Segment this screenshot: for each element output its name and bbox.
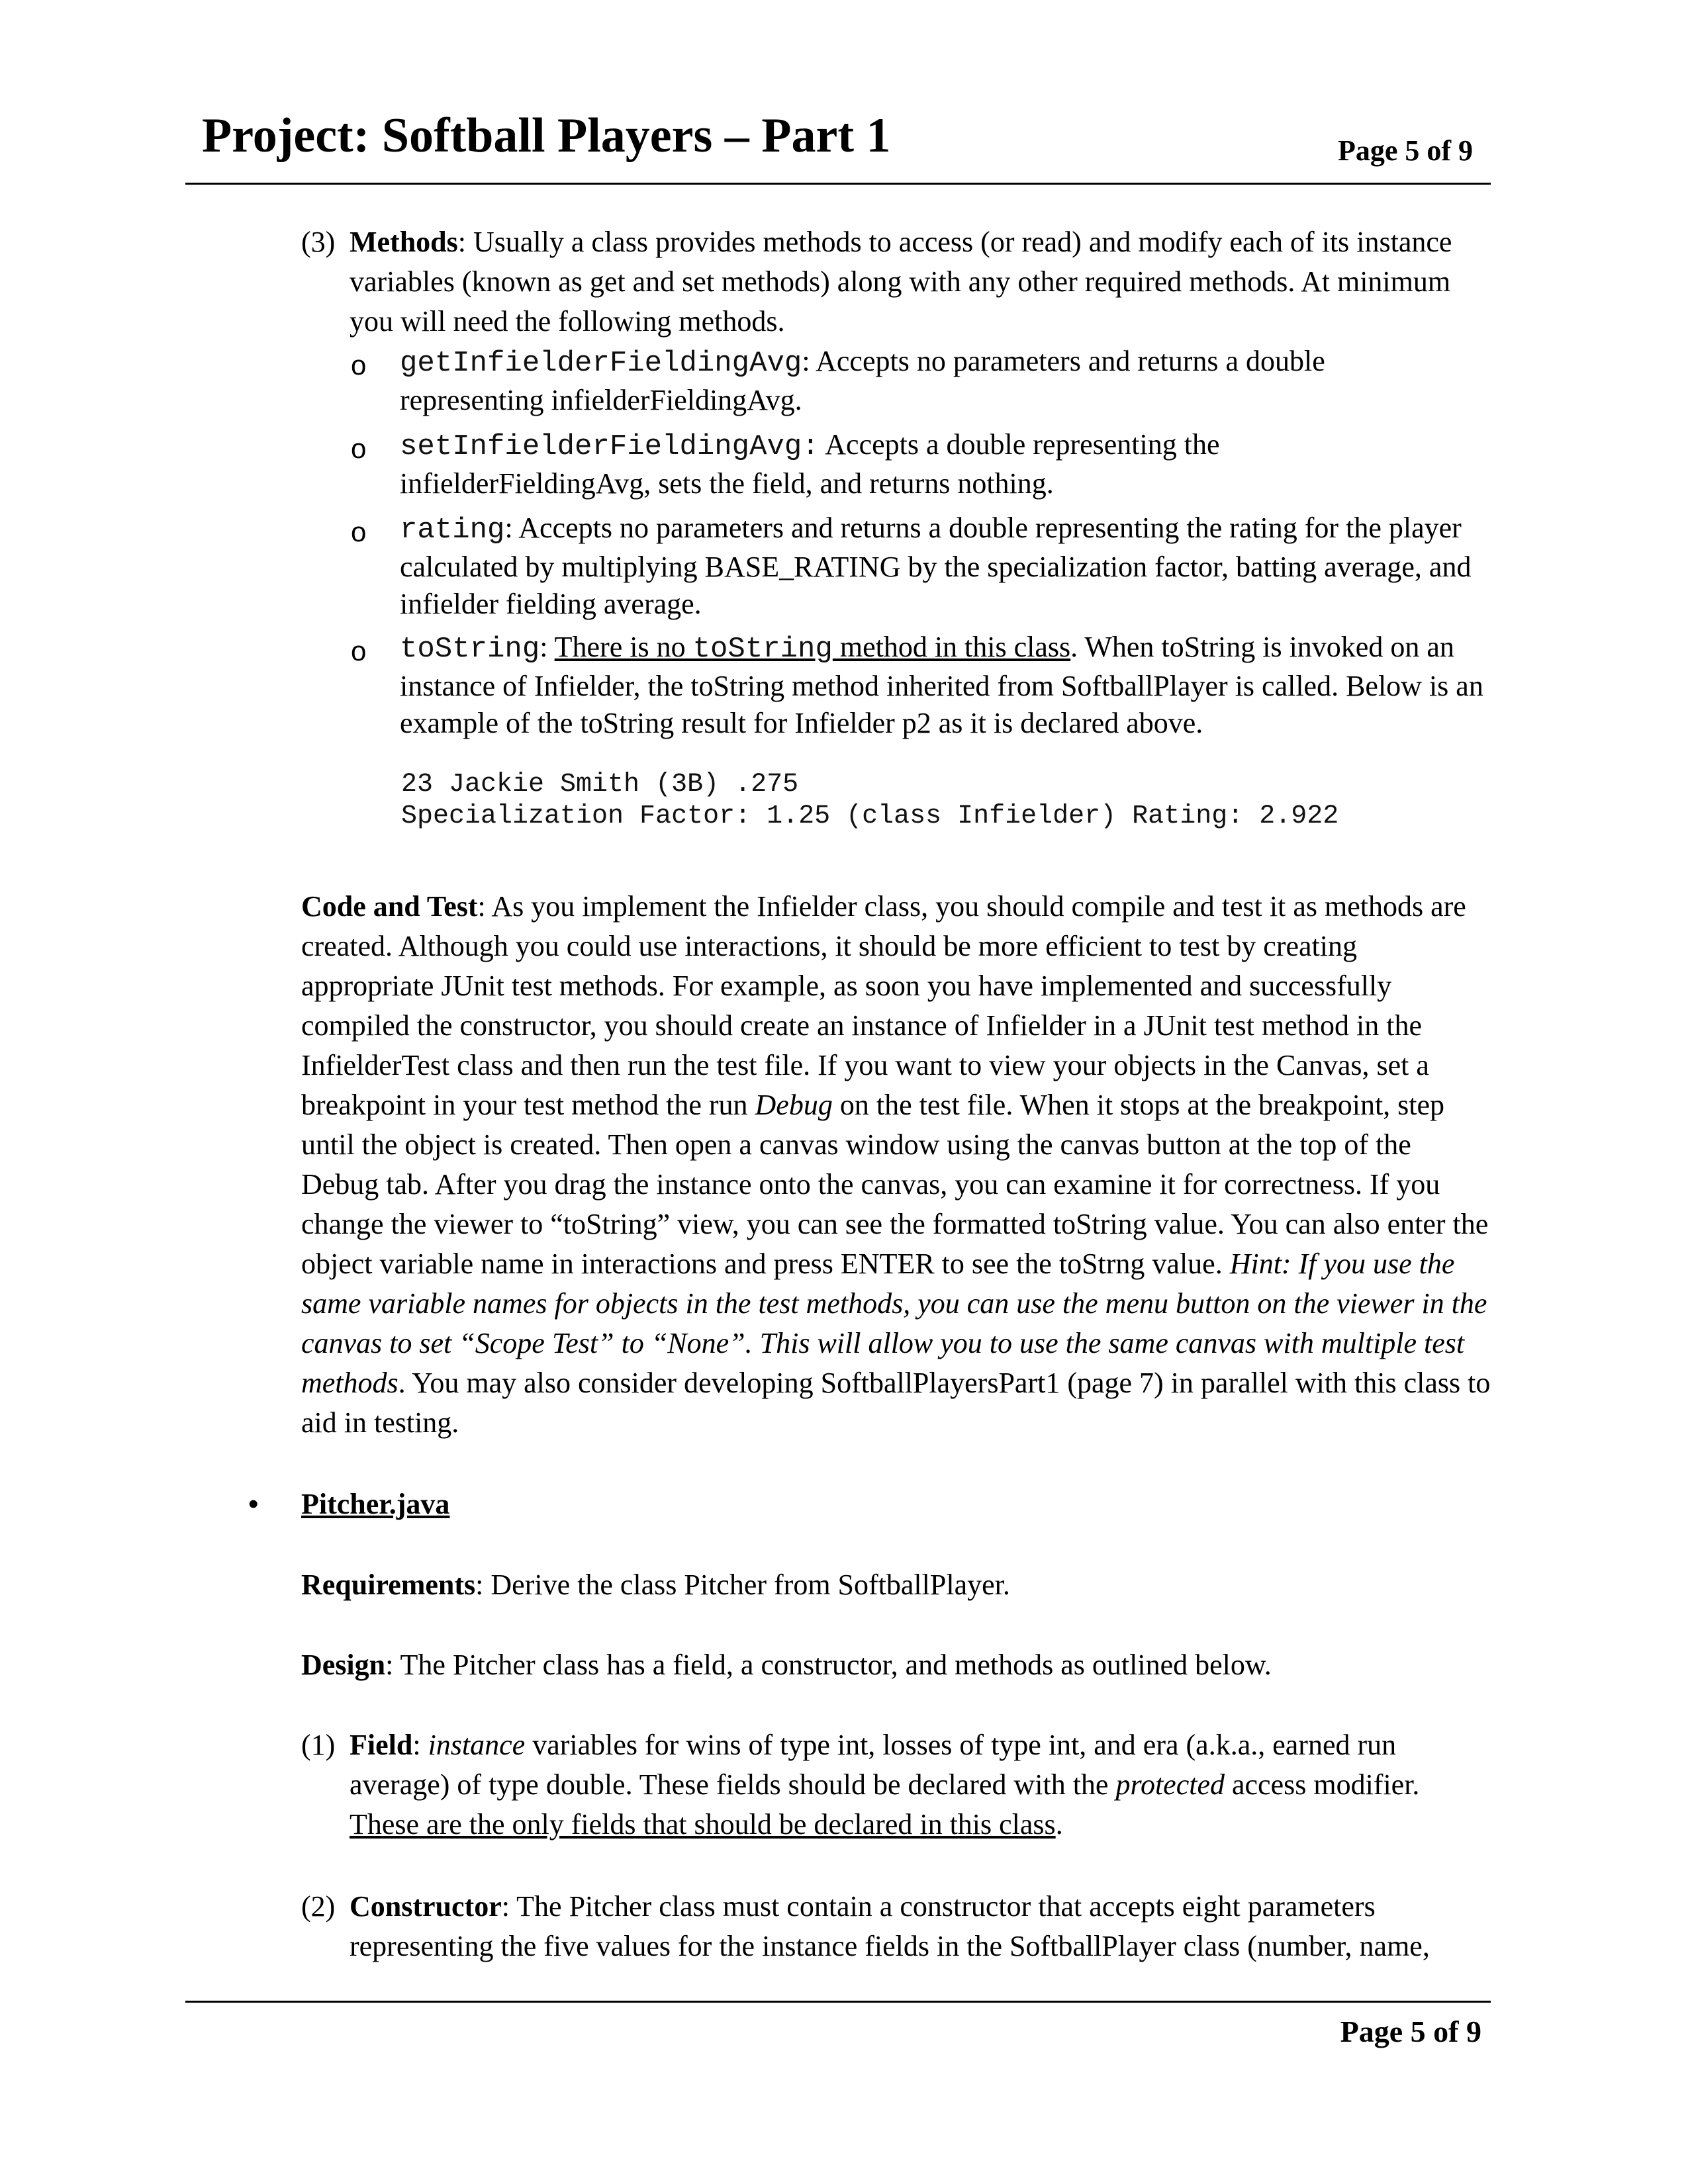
pitcher-requirements (301, 1565, 1493, 1605)
methods-intro-text: : Usually a class provides methods to access (or read) and modify each of its instance variables (known as get and set methods) along with any other required methods. At minimum you will need the following methods. (350, 226, 1452, 338)
period: . (1055, 1808, 1063, 1841)
output-line: Specialization Factor: 1.25 (class Infielder) Rating: 2.922 (401, 801, 1339, 831)
method-code: getInfielderFieldingAvg (400, 347, 802, 380)
note-pre: There is no (554, 631, 693, 663)
colon: : (412, 1729, 428, 1761)
field-heading: Field (350, 1729, 413, 1761)
method-get-infielder-fielding-avg (400, 343, 1472, 419)
bullet-marker: o (351, 433, 367, 464)
bullet-marker: o (351, 635, 367, 666)
field-number: (1) (301, 1729, 336, 1761)
methods-number: (3) (301, 226, 336, 258)
requirements-label: Requirements (301, 1569, 476, 1601)
debug-word: Debug (755, 1089, 833, 1121)
no-tostring-note (554, 631, 1071, 666)
design-text: : The Pitcher class has a field, a constructor, and methods as outlined below. (385, 1649, 1272, 1681)
code-and-test-text: : As you implement the Infielder class, you should compile and test it as methods are created. Although you could use interactions, it should be more efficient to test by creating appropriate JUnit test methods. For example, as soon you have implemented and successfully compiled the constructor, you should create an instance of Infielder in a JUnit test method in the InfielderTest class and then run the test file. If you want to view your objects in the Canvas, set a breakpoint in your test method the run (301, 890, 1466, 1121)
colon: : (539, 631, 555, 663)
method-description: : Accepts no parameters and returns a double representing infielderFieldingAvg. (400, 345, 1325, 416)
constructor-heading: Constructor (350, 1890, 502, 1923)
methods-intro (350, 222, 1495, 341)
method-description: : Accepts no parameters and returns a double representing the rating for the player calculated by multiplying BASE_RATING by the specialization factor, batting average, and infielder fielding average. (400, 512, 1472, 620)
header-divider (185, 183, 1491, 185)
method-code: setInfielderFieldingAvg: (400, 430, 820, 463)
requirements-text: : Derive the class Pitcher from SoftballPlayer. (475, 1569, 1010, 1601)
method-rating (400, 510, 1485, 623)
page-title: Project: Softball Players – Part 1 (202, 109, 891, 163)
protected-word: protected (1115, 1768, 1225, 1801)
method-tostring (400, 629, 1489, 742)
method-description: Accepts a double representing the infielderFieldingAvg, sets the field, and returns nothing. (400, 428, 1220, 500)
pitcher-design (301, 1645, 1493, 1685)
pitcher-file-title: Pitcher.java (301, 1488, 450, 1520)
method-code: rating (400, 514, 505, 547)
footer-divider (185, 2001, 1491, 2003)
hint-text: Hint: If you use the same variable names for objects in the test methods, you can use the menu button on the viewer in the canvas to set “Scope Test” to “None”. This will allow you to use the same canvas with multiple test methods (301, 1248, 1487, 1399)
method-code: toString (400, 633, 540, 666)
constructor-number: (2) (301, 1890, 336, 1923)
note-code: toString (692, 633, 833, 666)
header-page-number: Page 5 of 9 (1337, 134, 1473, 167)
bullet-marker: o (351, 516, 367, 547)
footer-page-number: Page 5 of 9 (1340, 2015, 1481, 2048)
tostring-output-example (401, 769, 1338, 833)
bullet-dot: • (248, 1488, 259, 1520)
bullet-marker: o (351, 349, 367, 381)
field-text-post: access modifier. (1224, 1768, 1420, 1801)
code-and-test-text-mid: on the test file. When it stops at the breakpoint, step until the object is created. Then open a canvas window using the canvas button at the top of the Debug tab. After you drag the instance onto the canvas, you can examine it for correctness. If you change the viewer to “toString” view, you can see the formatted toString value. You can also enter the object variable name in interactions and press ENTER to see the toStrng value. (301, 1089, 1489, 1280)
code-and-test-heading: Code and Test (301, 890, 478, 923)
field-paragraph (350, 1725, 1491, 1844)
instance-word: instance (428, 1729, 526, 1761)
design-label: Design (301, 1649, 386, 1681)
code-and-test-paragraph (301, 887, 1493, 1443)
constructor-paragraph (350, 1887, 1491, 1966)
output-line: 23 Jackie Smith (3B) .275 (401, 770, 799, 799)
code-and-test-text-end: . You may also consider developing SoftballPlayersPart1 (page 7) in parallel with this class to aid in testing. (301, 1367, 1491, 1439)
methods-heading: Methods (350, 226, 458, 258)
method-set-infielder-fielding-avg (400, 426, 1472, 502)
constructor-text: : The Pitcher class must contain a constructor that accepts eight parameters representing the five values for the instance fields in the SoftballPlayer class (number, name, (350, 1890, 1430, 1962)
only-fields-note: These are the only fields that should be declared in this class (350, 1808, 1056, 1841)
field-text: variables for wins of type int, losses of type int, and era (a.k.a., earned run average) of type double. These fields should be declared with the (350, 1729, 1397, 1801)
note-post: method in this class (832, 631, 1071, 663)
method-description: . When toString is invoked on an instance of Infielder, the toString method inherited from SoftballPlayer is called. Below is an example of the toString result for Infielder p2 as it is declared above. (400, 631, 1483, 739)
